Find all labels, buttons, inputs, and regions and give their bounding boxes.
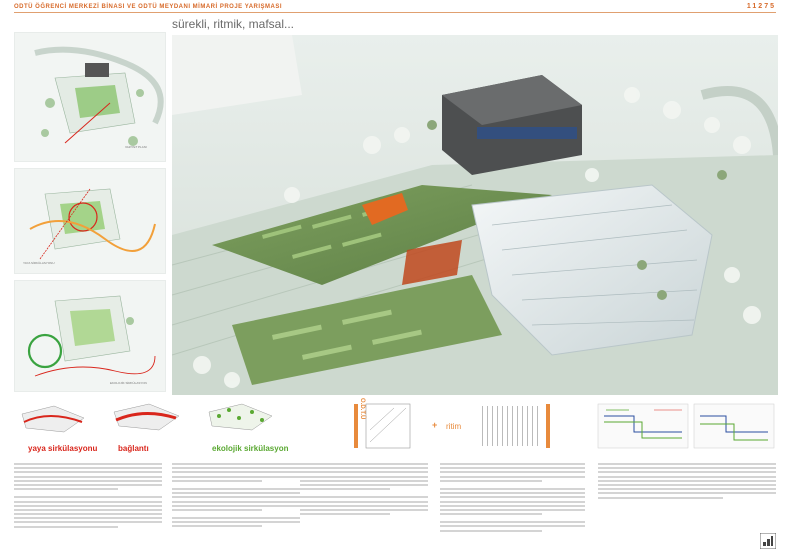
side-diagram-column bbox=[14, 32, 166, 392]
corner-logo bbox=[760, 533, 776, 549]
pedestrian-diagram bbox=[14, 168, 166, 274]
pedestrian-diagram-label: YAYA SİRKÜLASYONU bbox=[23, 261, 55, 265]
entry-code: 11275 bbox=[746, 3, 776, 10]
pedestrian-drawing bbox=[15, 169, 165, 273]
rhythm-label: ritim bbox=[446, 422, 462, 431]
aerial-render bbox=[172, 35, 778, 395]
competition-title: ODTÜ ÖĞRENCİ MERKEZİ BİNASI VE ODTÜ MEYDANI MİMARİ PROJE YARIŞMASI bbox=[14, 4, 283, 10]
header-divider bbox=[14, 12, 776, 13]
odtu-vertical-label: O.D.T.Ü bbox=[359, 398, 365, 420]
ecological-diagram-label: EKOLOJİK SİRKÜLASYON bbox=[110, 381, 147, 385]
corner-logo-drawing bbox=[760, 533, 776, 549]
aerial-render-drawing bbox=[172, 35, 778, 395]
text-column-3 bbox=[300, 463, 428, 543]
site-plan-drawing bbox=[15, 33, 165, 161]
pedestrian-circulation-label: yaya sirkülasyonu bbox=[28, 444, 98, 453]
site-plan-label: VAZİYET PLANI bbox=[125, 145, 147, 149]
ecological-diagram bbox=[14, 280, 166, 392]
ecological-circulation-label: ekolojik sirkülasyon bbox=[212, 444, 289, 453]
text-column-1 bbox=[14, 463, 162, 543]
text-column-5 bbox=[598, 463, 776, 543]
text-column-2 bbox=[172, 463, 300, 543]
plus-sign: + bbox=[432, 420, 438, 430]
slogan: sürekli, ritmik, mafsal... bbox=[172, 17, 295, 31]
connection-label: bağlantı bbox=[118, 444, 149, 453]
site-plan-diagram bbox=[14, 32, 166, 162]
concept-strip bbox=[14, 396, 776, 458]
text-column-4 bbox=[440, 463, 585, 543]
ecological-drawing bbox=[15, 281, 165, 391]
